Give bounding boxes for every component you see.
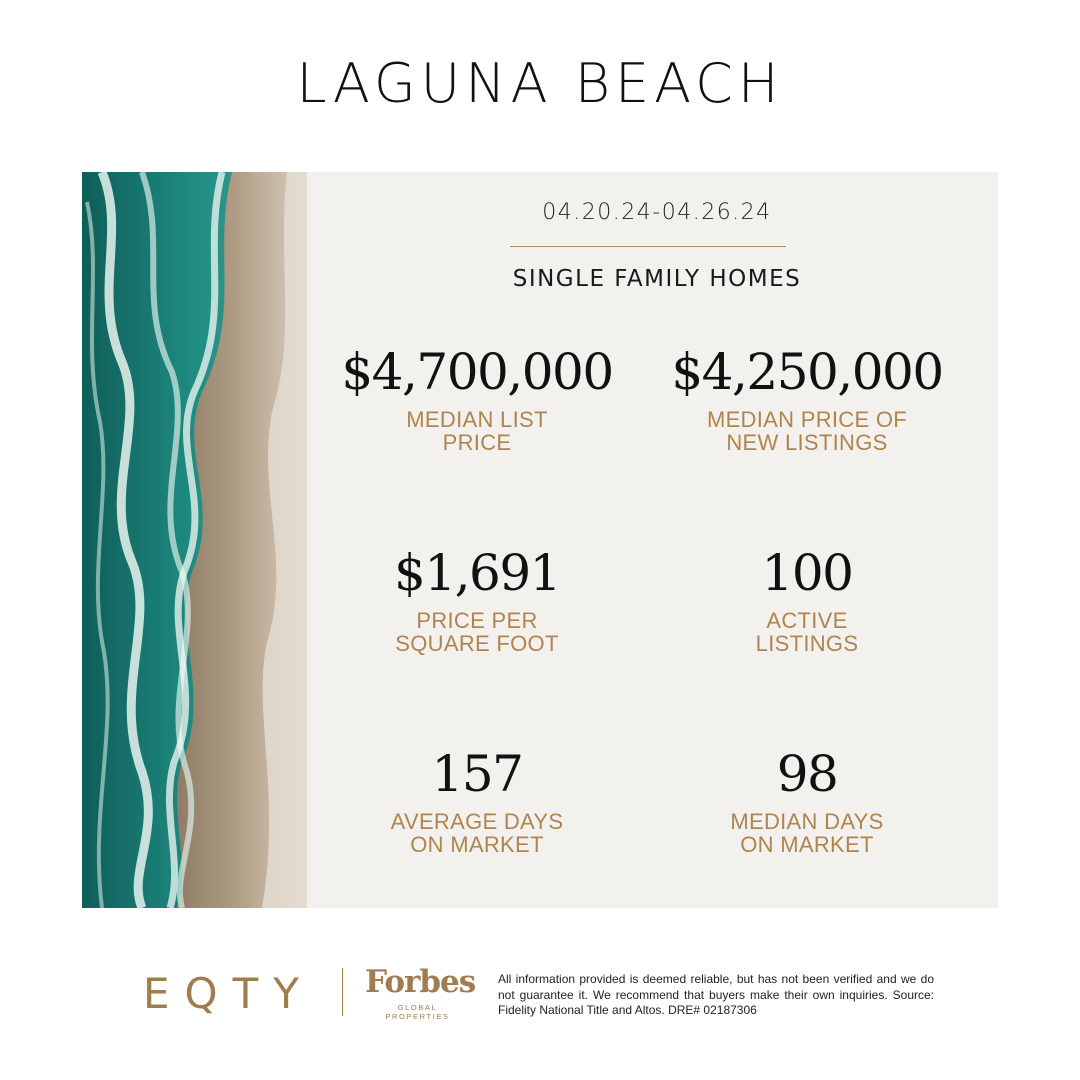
stat-value: 100 <box>761 544 853 602</box>
stat-label: PRICE PER SQUARE FOOT <box>395 608 559 656</box>
stat-median-list-price <box>312 342 642 454</box>
stat-active-listings <box>642 543 972 655</box>
aerial-beach-photo <box>82 172 307 908</box>
stat-label: MEDIAN LIST PRICE <box>406 407 548 455</box>
stat-label: MEDIAN PRICE OF NEW LISTINGS <box>706 407 908 455</box>
forbes-global-properties-logo <box>365 964 476 1021</box>
forbes-wordmark: Forbes <box>365 964 476 1000</box>
stat-median-days-on-market <box>642 744 972 856</box>
stat-value: 157 <box>431 745 523 803</box>
stat-price-per-square-foot <box>312 543 642 655</box>
page-title: LAGUNA BEACH <box>296 52 784 115</box>
divider-line <box>510 246 786 247</box>
stat-label: ACTIVE LISTINGS <box>755 608 859 656</box>
date-range: 04.20.24-04.26.24 <box>542 200 772 225</box>
stat-label: AVERAGE DAYS ON MARKET <box>390 809 564 857</box>
stat-value: 98 <box>776 745 838 803</box>
stat-average-days-on-market <box>312 744 642 856</box>
property-type-heading: SINGLE FAMILY HOMES <box>512 266 802 292</box>
eqty-logo: EQTY <box>143 969 314 1018</box>
forbes-subtitle: GLOBAL PROPERTIES <box>385 1003 450 1021</box>
disclaimer-text: All information provided is deemed reliable, but has not been verified and we do not guarantee it. We recommend that buyers make their own inquiries. Source: Fidelity National Title and Altos. DRE# 02187306 <box>498 972 934 1017</box>
stats-card <box>82 172 998 908</box>
stats-panel <box>307 172 998 908</box>
stat-median-price-new-listings <box>642 342 972 454</box>
stat-value: $4,700,000 <box>341 343 613 401</box>
stat-value: $1,691 <box>394 544 560 602</box>
logo-divider <box>342 968 343 1016</box>
stat-label: MEDIAN DAYS ON MARKET <box>730 809 884 857</box>
stat-value: $4,250,000 <box>671 343 943 401</box>
